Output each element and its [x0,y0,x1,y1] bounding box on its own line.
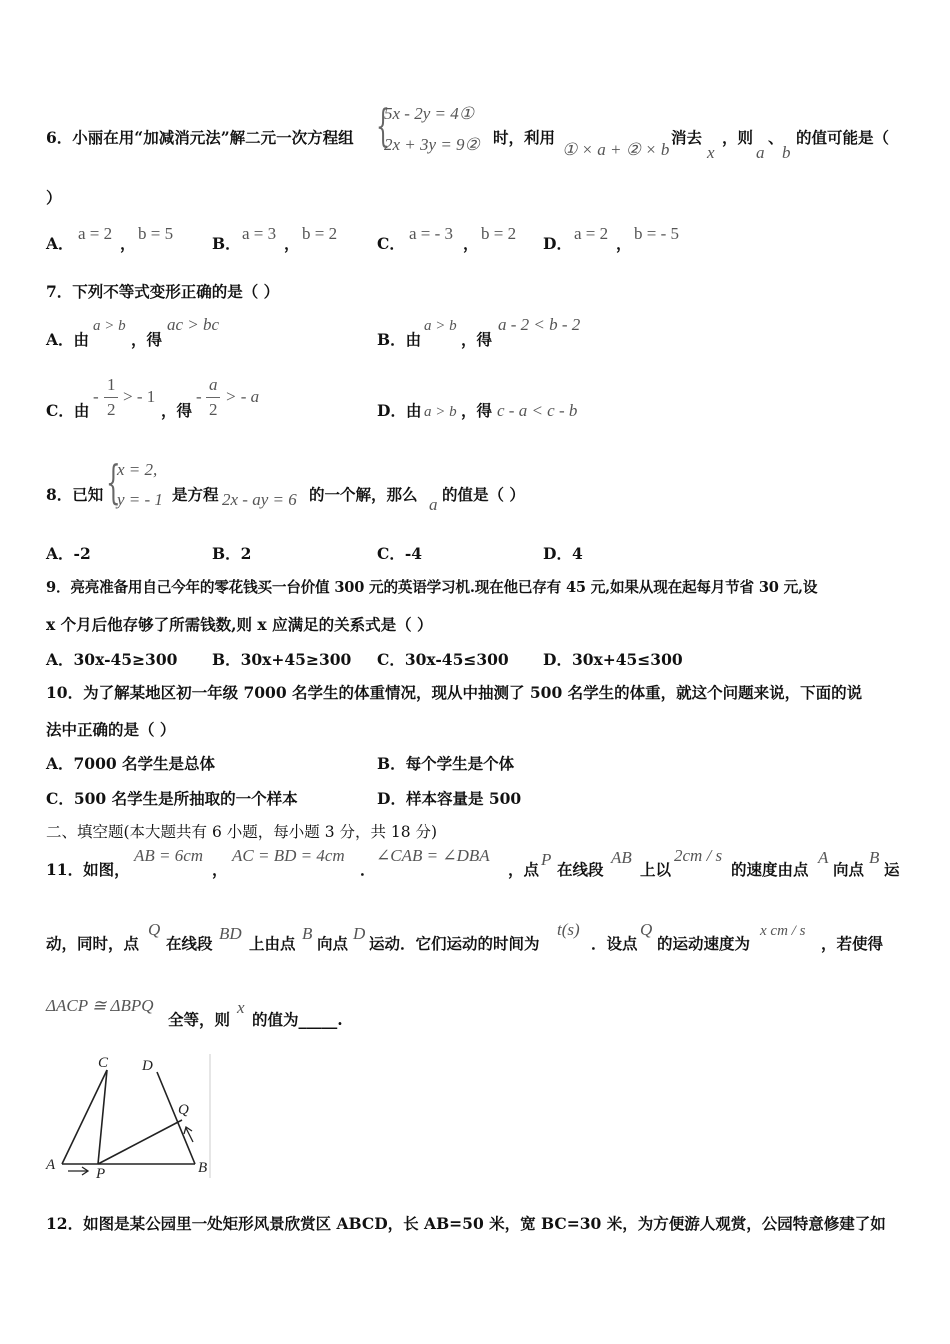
q6-option-d-label: D． [543,234,572,253]
q7-stem: 7．下列不等式变形正确的是（ ） [46,282,280,301]
q6-option-a-label: A． [46,234,74,253]
q7-option-c-res-rest: > - a [225,387,260,406]
q7-option-a-result: ac > bc [167,315,220,334]
label-q: Q [178,1102,189,1118]
q6-stem-c: 消去 [671,128,703,147]
q11-text-8: 向点 [833,860,865,879]
q7-option-b-mid: ，得 [461,330,493,349]
q11-point-a: A [818,848,829,867]
q10-option-a: A．7000 名学生是总体 [46,754,216,773]
q6-option-b-v1: a = 3 [242,224,277,243]
q9-option-b: B．30x+45≥300 [212,650,352,669]
q11-speed-q: x cm / s [760,923,806,939]
q11-speed-p: 2cm / s [674,846,723,865]
q7-option-a-mid: ，得 [131,330,163,349]
label-b: B [198,1160,208,1176]
q7-option-c-cond-rest: > - 1 [123,387,156,406]
q11-segment-ab: AB [611,848,632,867]
q6-var-a: a [756,143,765,162]
q11-text-3: ． [360,860,376,879]
q8-stem-b: 是方程 [172,485,219,504]
q8-stem-a: 8．已知 [46,485,104,504]
q6-separator: 、 [768,128,784,147]
q11-time: t(s) [557,920,580,939]
q6-option-c-label: C． [377,234,405,253]
q11-congruence: ΔACP ≅ ΔBPQ [46,996,154,1015]
q10-option-d: D．样本容量是 500 [377,789,522,808]
segment-pq-line [98,1120,182,1164]
q6-option-d-comma: ， [616,234,632,253]
q6-option-a-v1: a = 2 [78,224,113,243]
q12-line-1: 12．如图是某公园里一处矩形风景欣赏区 ABCD，长 AB=50 米，宽 BC=30 米，为方便游人观赏，公园特意修建了如 [46,1214,886,1233]
q7-option-d-result: c - a < c - b [497,401,578,420]
q7-option-d-mid: ，得 [461,401,493,420]
label-c: C [98,1055,109,1071]
q6-option-b-comma: ， [284,234,300,253]
label-d: D [142,1058,153,1074]
q7-option-c-cond-minus: - [93,387,99,406]
q7-option-b-condition: a > b [424,318,457,334]
q11-point-d: D [353,924,366,943]
q11-var-x: x [237,998,245,1017]
q7-option-a-label: A．由 [46,330,90,349]
q6-stem-d: ，则 [722,128,754,147]
q6-option-d-v2: b = - 5 [634,224,679,243]
q11-text-16: 的运动速度为 [657,934,751,953]
q11-text-7: 的速度由点 [731,860,809,879]
q11-math-ac-bd: AC = BD = 4cm [232,846,345,865]
q7-option-b-result: a - 2 < b - 2 [498,315,581,334]
segment-bd-line [157,1072,195,1164]
q11-text-18: 全等，则 [168,1010,231,1029]
q6-var-x: x [707,143,715,162]
q8-equation-2: y = - 1 [117,490,163,509]
q6-option-b-v2: b = 2 [302,224,338,243]
q9-option-a: A．30x-45≥300 [46,650,178,669]
q7-option-c-cond-numerator: 1 [107,375,116,394]
q6-close-paren: ） [46,188,62,207]
q8-var-a: a [429,495,438,514]
q11-text-6: 上以 [640,860,672,879]
q8-equation-1: x = 2, [117,460,158,479]
q9-option-c: C．30x-45≤300 [377,650,509,669]
q11-text-1: 11．如图， [46,860,130,879]
q7-option-c-res-denominator: 2 [209,400,218,419]
q6-option-b-label: B． [212,234,241,253]
q8-option-a: A．-2 [46,544,91,563]
q11-text-17: ，若使得 [821,934,884,953]
q11-text-4: ，点 [508,860,540,879]
q11-text-12: 上由点 [249,934,296,953]
q11-text-9: 运 [884,860,900,879]
q11-point-p: P [541,850,552,869]
q11-text-14: 运动．它们运动的时间为 [369,934,540,953]
q6-option-c-v1: a = - 3 [409,224,454,243]
q8-equation: 2x - ay = 6 [222,490,297,509]
q9-line-2: x 个月后他存够了所需钱数,则 x 应满足的关系式是（ ） [46,615,433,634]
q6-system-brace: { [376,101,390,152]
q11-text-10: 动，同时，点 [46,934,140,953]
q6-var-b: b [782,143,791,162]
q8-option-c: C．-4 [377,544,423,563]
q11-point-q: Q [148,920,161,939]
q6-stem-b: 时，利用 [493,128,556,147]
q8-system-brace: { [106,455,121,509]
q11-text-13: 向点 [317,934,349,953]
q7-option-a-condition: a > b [93,318,126,334]
q9-option-d: D．30x+45≤300 [543,650,683,669]
q7-option-c-cond-fraction-bar [104,397,118,398]
q7-option-c-res-numerator: a [209,375,218,394]
q8-stem-c: 的一个解，那么 [309,485,418,504]
q6-option-a-comma: ， [120,234,136,253]
q8-option-b: B．2 [212,544,252,563]
q10-option-c: C．500 名学生是所抽取的一个样本 [46,789,298,808]
q10-line-2: 法中正确的是（ ） [46,720,176,739]
q6-stem-e: 的值可能是（ [796,128,890,147]
q11-math-angles: ∠CAB = ∠DBA [376,846,490,865]
q11-segment-bd: BD [219,924,242,943]
q7-option-c-res-minus: - [196,387,202,406]
q11-text-19: 的值为_____. [252,1010,343,1029]
q11-text-5: 在线段 [557,860,604,879]
q7-option-d-condition: a > b [424,404,457,420]
q11-text-2: ， [212,860,228,879]
label-a: A [46,1157,56,1173]
q11-point-b-2: B [302,924,313,943]
q7-option-c-label: C．由 [46,401,90,420]
q10-option-b: B．每个学生是个体 [377,754,515,773]
q6-option-c-v2: b = 2 [481,224,517,243]
q6-stem-a: 6．小丽在用“加减消元法”解二元一次方程组 [46,128,354,147]
q11-text-15: ．设点 [591,934,638,953]
section-2-heading: 二、填空题(本大题共有 6 小题，每小题 3 分，共 18 分) [46,823,438,841]
q7-option-d-label: D．由 [377,401,422,420]
q8-option-d: D．4 [543,544,583,563]
q6-equation-1: 5x - 2y = 4① [384,104,474,123]
q11-text-11: 在线段 [166,934,213,953]
q7-option-b-label: B．由 [377,330,422,349]
q8-stem-d: 的值是（ ） [442,485,525,504]
q11-point-q-2: Q [640,920,653,939]
q11-math-ab: AB = 6cm [134,846,204,865]
q7-option-c-res-fraction-bar [206,397,220,398]
label-p: P [96,1166,106,1180]
q7-option-c-mid: ，得 [161,401,193,420]
q7-option-c-cond-denominator: 2 [107,400,116,419]
q6-equation-2: 2x + 3y = 9② [384,135,480,154]
q6-option-d-v1: a = 2 [574,224,609,243]
q6-option-a-v2: b = 5 [138,224,174,243]
q9-line-1: 9．亮亮准备用自己今年的零花钱买一台价值 300 元的英语学习机.现在他已存有 45 元,如果从现在起每月节省 30 元,设 [46,579,818,596]
q11-point-b: B [869,848,880,867]
segment-cp-line [98,1070,107,1164]
segment-ac-line [62,1070,107,1164]
q11-geometry-figure [40,1048,215,1180]
q6-option-c-comma: ， [463,234,479,253]
q10-line-1: 10．为了解某地区初一年级 7000 名学生的体重情况，现从中抽测了 500 名学生的体重，就这个问题来说，下面的说 [46,683,863,702]
q6-expression: ① × a + ② × b [562,140,670,159]
